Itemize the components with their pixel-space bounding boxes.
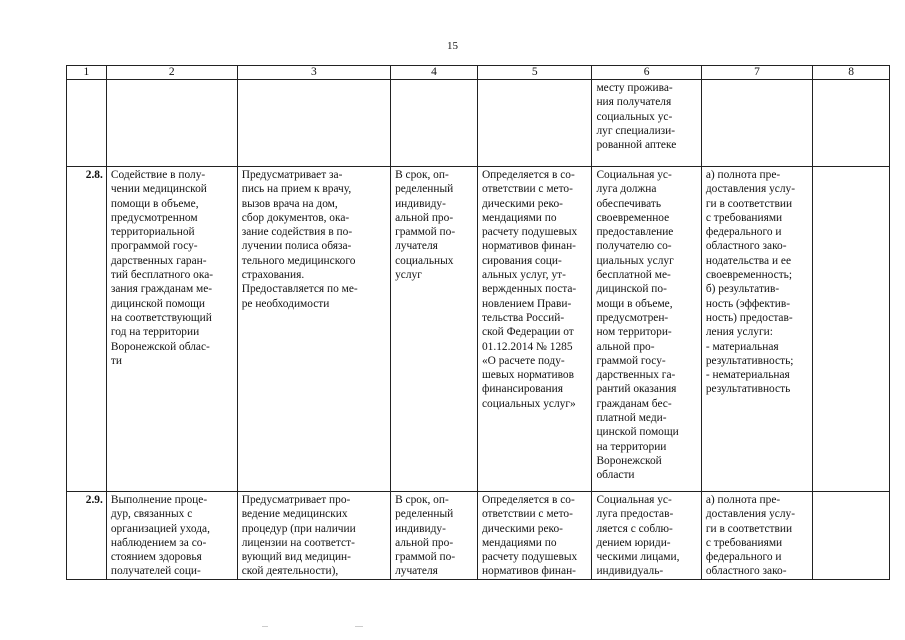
tariff-cell: Определяется в со- ответствии с мето- дическими реко- мендациями по расчету подушевых нормативов финан- сирования соци- альных услуг, ут- вержденных поста- новлением Прави- тельства Россий- ской Федерации от 01.12.2014 № 1285 «О расчете поду- шевых нормативов финансирования социальных услуг» bbox=[477, 167, 592, 492]
deadline-cell: В срок, оп- ределенный индивиду- альной про- граммой по- лучателя социальных услуг bbox=[391, 167, 478, 492]
column-number: 4 bbox=[391, 66, 478, 80]
services-table bbox=[66, 65, 890, 580]
column-number: 1 bbox=[67, 66, 107, 80]
service-name-cell bbox=[106, 80, 237, 167]
extra-cell bbox=[813, 167, 890, 492]
quality-indicator-cell: Социальная ус- луга предостав- ляется с соблю- дением юриди- ческими лицами, индивидуаль- bbox=[592, 492, 701, 580]
row-number: 2.9. bbox=[67, 492, 107, 580]
column-number: 2 bbox=[106, 66, 237, 80]
quality-indicator-cell: месту прожива- ния получателя социальных ус- луг специализи- рованной аптеке bbox=[592, 80, 701, 167]
table-row bbox=[67, 167, 890, 492]
evaluation-cell: а) полнота пре- доставления услу- ги в соответствии с требованиями федерального и областного зако- bbox=[701, 492, 812, 580]
extra-cell bbox=[813, 492, 890, 580]
column-number: 6 bbox=[592, 66, 701, 80]
row-number bbox=[67, 80, 107, 167]
service-content-cell: Предусматривает про- ведение медицинских процедур (при наличии лицензии на соответст- вующий вид медицин- ской деятельности), bbox=[237, 492, 390, 580]
evaluation-cell bbox=[701, 80, 812, 167]
service-name-cell: Содействие в полу- чении медицинской помощи в объеме, предусмотренном территориальной программой госу- дарственных гаран- тий бесплатного ока- зания гражданам ме- дицинской помощи на соответствующий год на территории Воронежской облас- ти bbox=[106, 167, 237, 492]
tariff-cell: Определяется в со- ответствии с мето- дическими реко- мендациями по расчету подушевых нормативов финан- bbox=[477, 492, 592, 580]
scan-mark bbox=[355, 626, 363, 627]
column-number: 8 bbox=[813, 66, 890, 80]
extra-cell bbox=[813, 80, 890, 167]
row-number: 2.8. bbox=[67, 167, 107, 492]
column-number: 5 bbox=[477, 66, 592, 80]
deadline-cell bbox=[391, 80, 478, 167]
quality-indicator-cell: Социальная ус- луга должна обеспечивать своевременное предоставление получателю со- циальных услуг бесплатной ме- дицинской по- мощи в объеме, предусмотрен- ном территори- альной про- граммой госу- дарственных га- рантий оказания гражданам бес- платной меди- цинской помощи на территории Воронежской области bbox=[592, 167, 701, 492]
table-row bbox=[67, 80, 890, 167]
column-number: 3 bbox=[237, 66, 390, 80]
service-name-cell: Выполнение проце- дур, связанных с организацией ухода, наблюдением за со- стоянием здоровья получателей соци- bbox=[106, 492, 237, 580]
service-content-cell bbox=[237, 80, 390, 167]
evaluation-cell: а) полнота пре- доставления услу- ги в соответствии с требованиями федерального и областного зако- нодательства и ее своевременность; б) результатив- ность (эффектив- ность) предостав- ления услуги: - материальная результативность; - нематериальная результативность bbox=[701, 167, 812, 492]
page-number: 15 bbox=[447, 40, 458, 52]
service-content-cell: Предусматривает за- пись на прием к врачу, вызов врача на дом, сбор документов, ока- зание содействия в по- лучении полиса обяза- тельного медицинского страхования. Предоставляется по ме- ре необходимости bbox=[237, 167, 390, 492]
column-number: 7 bbox=[701, 66, 812, 80]
scan-mark bbox=[262, 626, 268, 627]
tariff-cell bbox=[477, 80, 592, 167]
deadline-cell: В срок, оп- ределенный индивиду- альной про- граммой по- лучателя bbox=[391, 492, 478, 580]
table-row bbox=[67, 492, 890, 580]
column-number-row bbox=[67, 66, 890, 80]
